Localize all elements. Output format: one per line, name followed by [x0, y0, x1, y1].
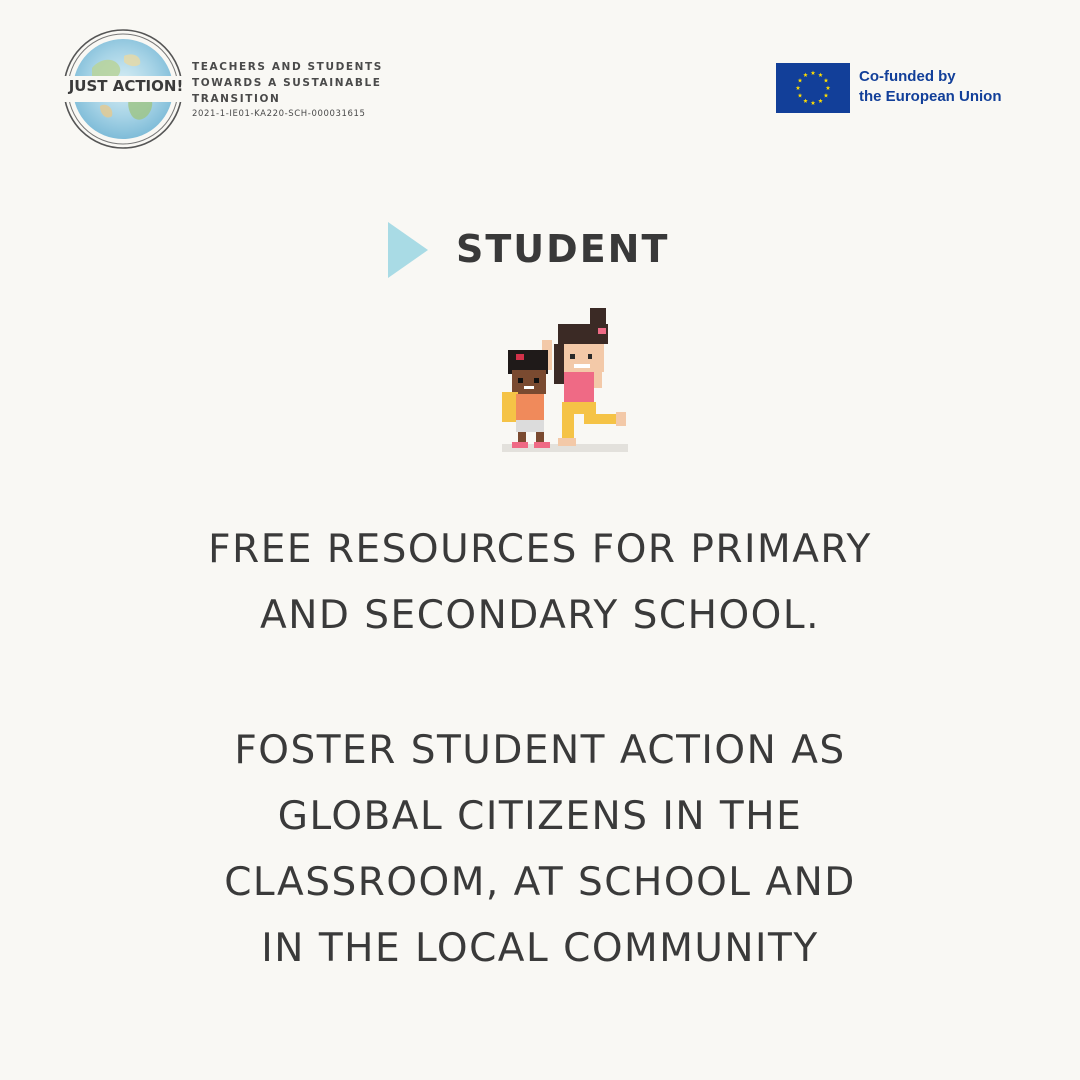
text-line: FOSTER STUDENT ACTION AS [234, 728, 846, 773]
eu-star-icon [824, 78, 829, 82]
project-logo [62, 28, 402, 150]
heading-label: STUDENT [456, 227, 670, 271]
eu-star-icon [826, 86, 831, 90]
text-line: AND SECONDARY SCHOOL. [260, 593, 820, 638]
resources-paragraph [60, 517, 1020, 649]
logo-tagline-line: TOWARDS A SUSTAINABLE [192, 77, 382, 89]
eu-star-icon [811, 101, 816, 105]
eu-star-icon [811, 71, 816, 75]
eu-star-icon [798, 78, 803, 82]
text-line: FREE RESOURCES FOR PRIMARY [208, 527, 872, 572]
eu-star-icon [798, 93, 803, 97]
action-paragraph [60, 718, 1020, 982]
play-icon [386, 222, 430, 278]
eu-flag-icon [776, 63, 850, 113]
logo-tagline-line: TEACHERS AND STUDENTS [192, 61, 383, 73]
eu-star-icon [824, 93, 829, 97]
eu-star-icon [796, 86, 801, 90]
eu-funding-text [859, 67, 1002, 107]
logo-tagline [192, 59, 383, 122]
project-code: 2021-1-IE01-KA220-SCH-000031615 [192, 109, 366, 119]
eu-star-icon [818, 99, 823, 103]
eu-funding-line: the European Union [859, 88, 1002, 105]
eu-star-icon [818, 73, 823, 77]
eu-star-icon [803, 99, 808, 103]
eu-funding-line: Co-funded by [859, 68, 956, 85]
text-line: IN THE LOCAL COMMUNITY [261, 926, 819, 971]
logo-title: JUST ACTION! [68, 77, 184, 95]
text-line: GLOBAL CITIZENS IN THE [277, 794, 803, 839]
logo-tagline-line: TRANSITION [192, 93, 281, 105]
pixel-students-illustration [498, 304, 634, 460]
eu-star-icon [803, 73, 808, 77]
text-line: CLASSROOM, AT SCHOOL AND [224, 860, 856, 905]
